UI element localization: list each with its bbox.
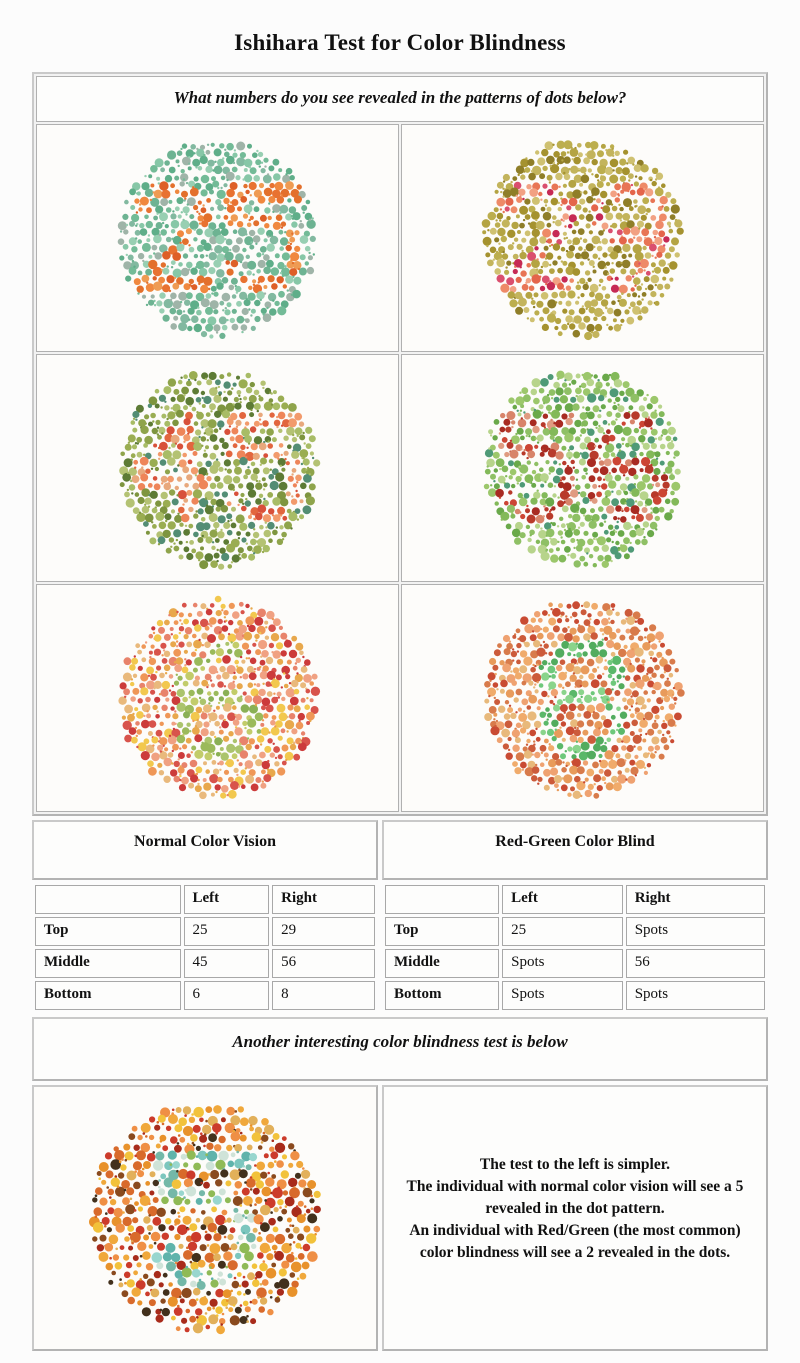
- table-row: [35, 981, 375, 1010]
- ishihara-plate-56: [477, 362, 689, 574]
- explanation-line: The individual with normal color vision will see a 5 revealed in the dot pattern.: [406, 1178, 744, 1217]
- corner-cell: [35, 885, 181, 914]
- question-text: What numbers do you see revealed in the patterns of dots below?: [36, 76, 764, 122]
- plate-cell-top-left: [36, 124, 399, 352]
- plate-cell-bottom-right: [401, 584, 764, 812]
- table-row: [385, 917, 765, 946]
- ishihara-plate-45: [112, 362, 324, 574]
- another-test-note: Another interesting color blindness test is below: [32, 1017, 768, 1081]
- col-header-right: Right: [626, 885, 765, 914]
- plate-cell-top-right: [401, 124, 764, 352]
- table-row: [35, 885, 375, 914]
- plate-cell-middle-left: [36, 354, 399, 582]
- col-header-right: Right: [272, 885, 375, 914]
- row-label-top: Top: [385, 917, 499, 946]
- value-cell: 29: [272, 917, 375, 946]
- plate-cell-bottom-left: [36, 584, 399, 812]
- value-cell: 56: [626, 949, 765, 978]
- table-row: [385, 981, 765, 1010]
- normal-vision-table: [32, 882, 378, 1013]
- page-title: Ishihara Test for Color Blindness: [234, 30, 566, 55]
- table-row: [35, 917, 375, 946]
- corner-cell: [385, 885, 499, 914]
- value-cell: 8: [272, 981, 375, 1010]
- explanation-line: The test to the left is simpler.: [479, 1156, 671, 1173]
- row-label-top: Top: [35, 917, 181, 946]
- answer-tables: [32, 882, 768, 1013]
- col-header-left: Left: [184, 885, 270, 914]
- value-cell: 25: [502, 917, 623, 946]
- value-cell: Spots: [502, 949, 623, 978]
- value-cell: 45: [184, 949, 270, 978]
- plates-grid: [36, 124, 764, 812]
- red-green-header: Red-Green Color Blind: [382, 820, 768, 880]
- normal-vision-header: Normal Color Vision: [32, 820, 378, 880]
- bottom-explanation: [382, 1085, 768, 1351]
- bottom-plate-cell: [32, 1085, 378, 1351]
- bottom-test-section: [32, 1085, 768, 1351]
- value-cell: Spots: [626, 981, 765, 1010]
- row-label-bottom: Bottom: [385, 981, 499, 1010]
- table-row: [385, 949, 765, 978]
- row-label-middle: Middle: [35, 949, 181, 978]
- table-row: [385, 885, 765, 914]
- ishihara-plate-25: [112, 132, 324, 344]
- col-header-left: Left: [502, 885, 623, 914]
- test-plates-section: [32, 72, 768, 816]
- value-cell: Spots: [502, 981, 623, 1010]
- ishihara-plate-29: [477, 132, 689, 344]
- value-cell: 25: [184, 917, 270, 946]
- value-cell: Spots: [626, 917, 765, 946]
- value-cell: 6: [184, 981, 270, 1010]
- main-content: [32, 72, 768, 1351]
- plate-cell-middle-right: [401, 354, 764, 582]
- table-row: [35, 949, 375, 978]
- ishihara-plate-5-2: [83, 1096, 327, 1340]
- red-green-table: [382, 882, 768, 1013]
- explanation-line: An individual with Red/Green (the most common) color blindness will see a 2 revealed in the dots.: [409, 1222, 741, 1261]
- ishihara-plate-6: [112, 592, 324, 804]
- row-label-middle: Middle: [385, 949, 499, 978]
- answer-headers: [32, 820, 768, 880]
- ishihara-plate-8: [477, 592, 689, 804]
- value-cell: 56: [272, 949, 375, 978]
- row-label-bottom: Bottom: [35, 981, 181, 1010]
